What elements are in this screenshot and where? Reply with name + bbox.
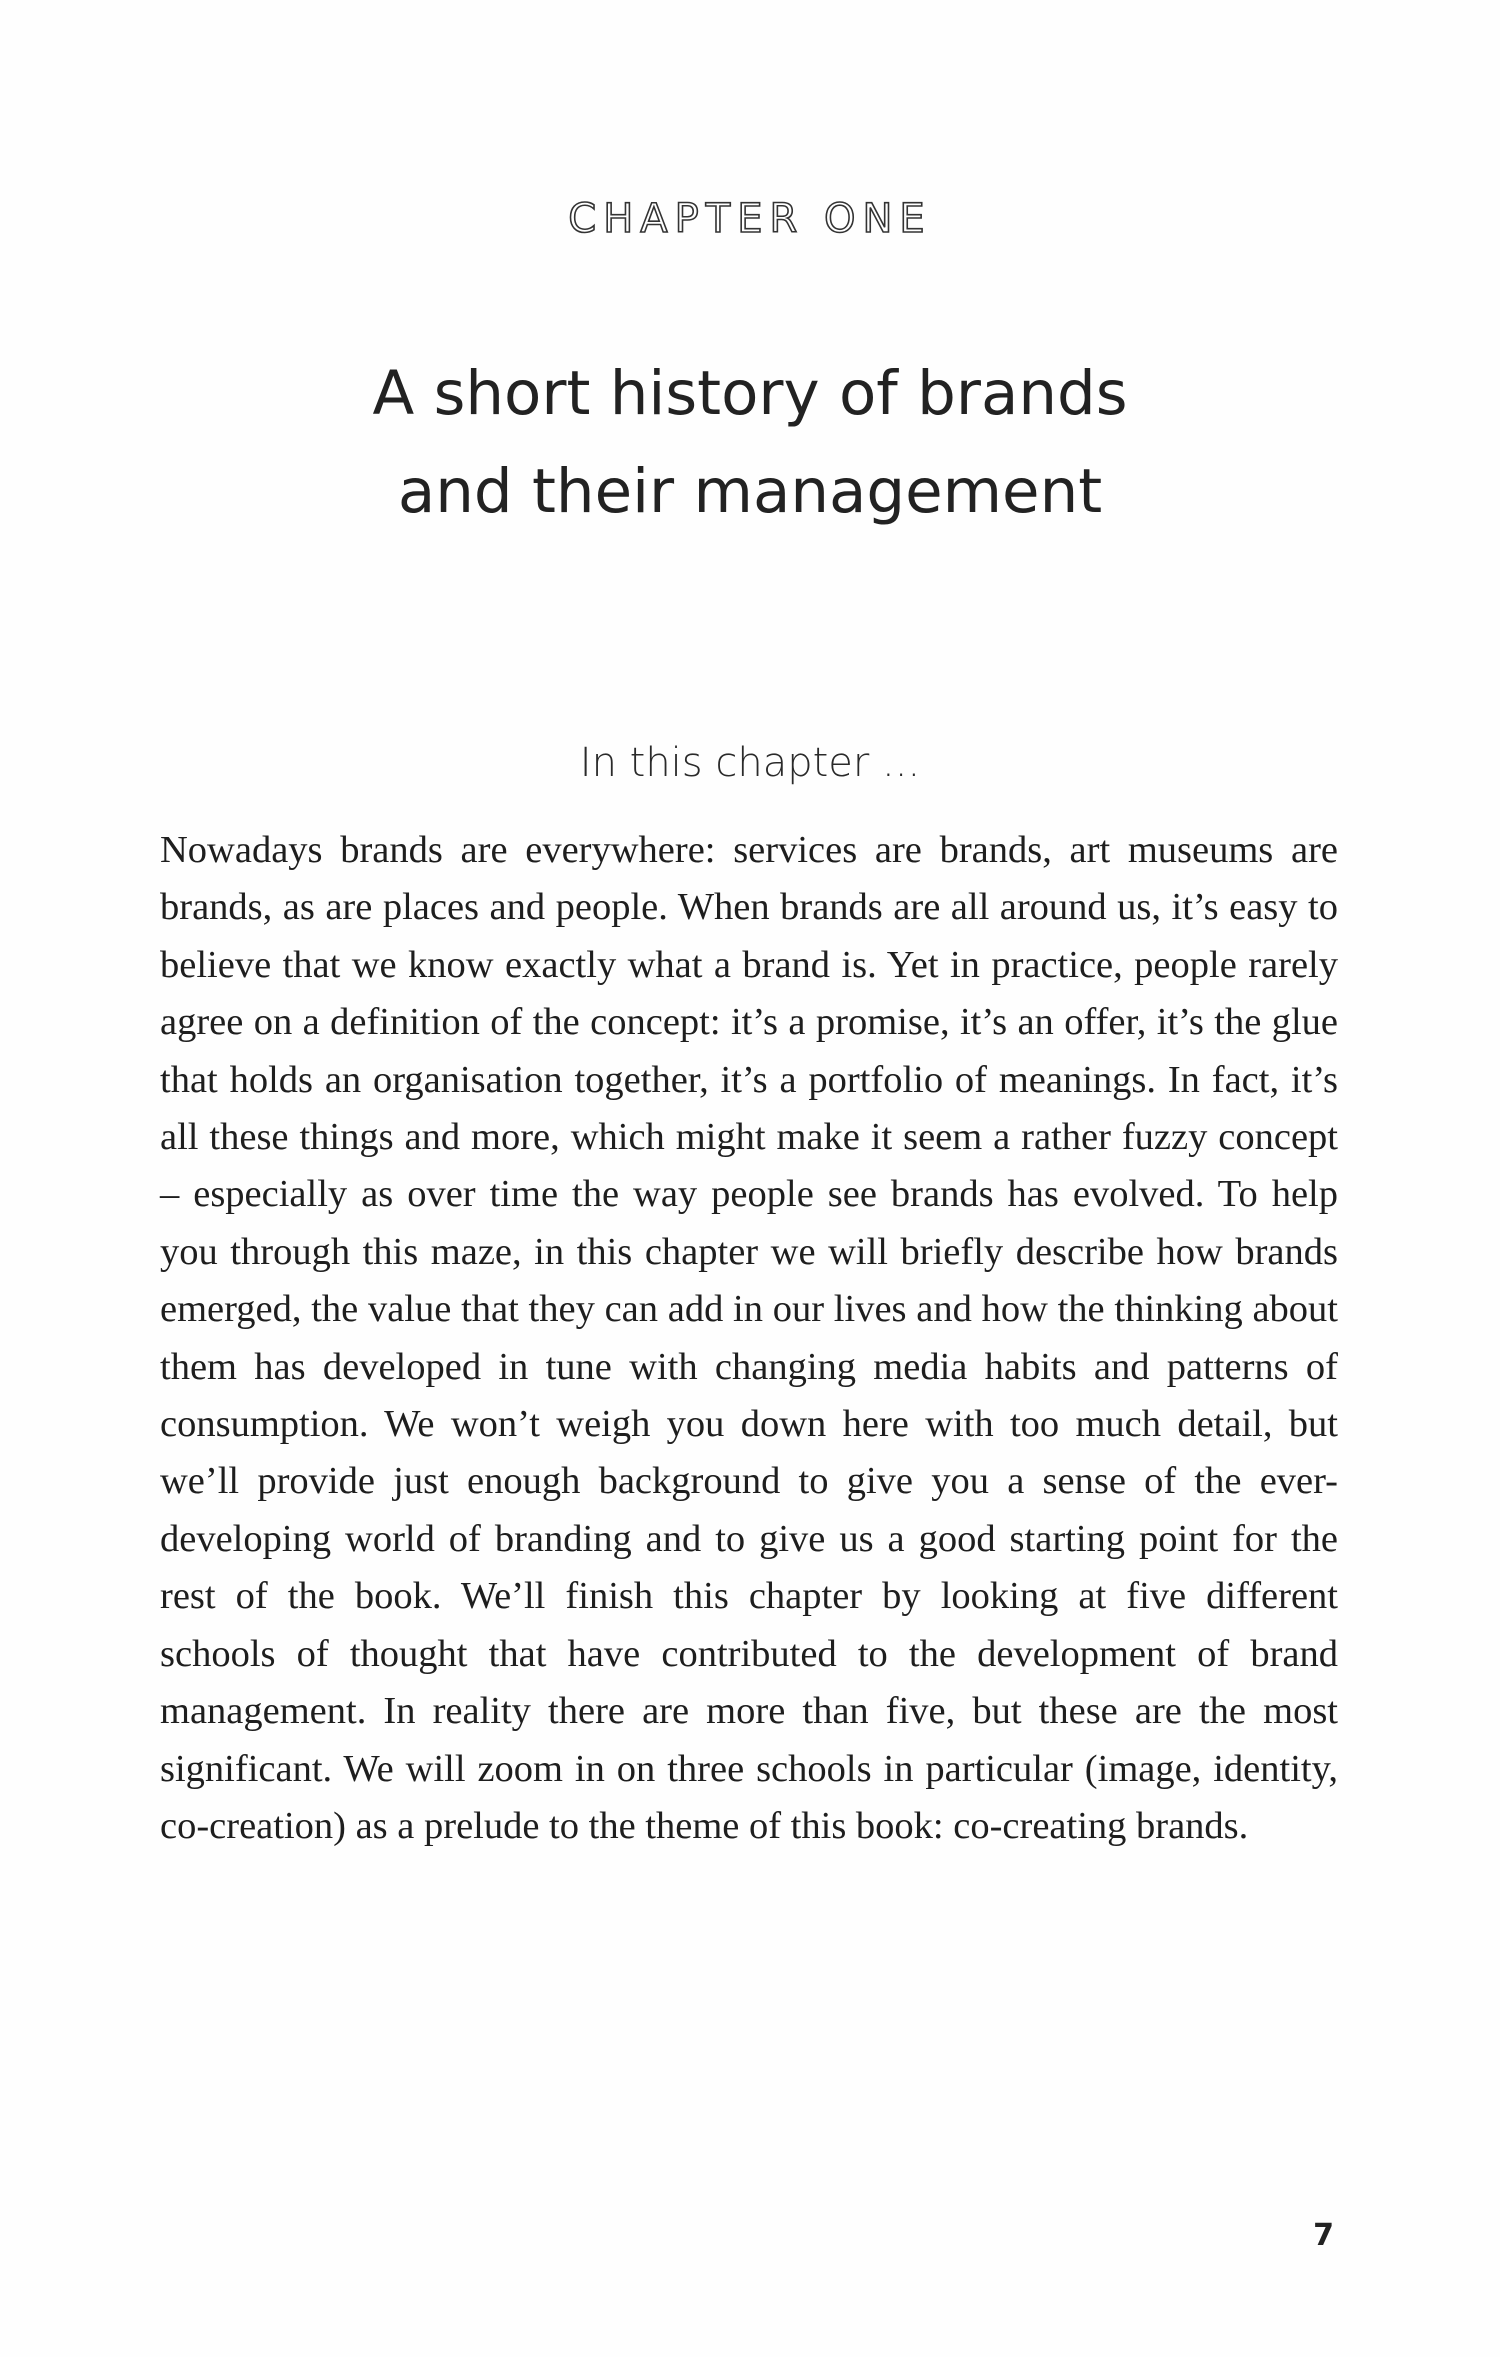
- chapter-label: CHAPTER ONE: [568, 196, 932, 242]
- chapter-title-line-1: A short history of brands: [372, 358, 1128, 429]
- section-heading: In this chapter ...: [579, 740, 921, 786]
- chapter-title-line-2: and their management: [397, 456, 1103, 527]
- page-number: 7: [1313, 2218, 1334, 2253]
- body-paragraph: Nowadays brands are everywhere: services are brands, art museums are brands, as are places and people. When brands are all around us, it’s easy to believe that we know exactly what a brand is. Yet in practice, people rarely agree on a definition of the concept: it’s a promise, it’s an offer, it’s the glue that holds an organisation together, it’s a portfolio of meanings. In fact, it’s all these things and more, which might make it seem a rather fuzzy concept – especially as over time the way people see brands has evolved. To help you through this maze, in this chapter we will briefly describe how brands emerged, the value that they can add in our lives and how the thinking about them has developed in tune with changing media habits and patterns of consumption. We won’t weigh you down here with too much detail, but we’ll provide just enough background to give you a sense of the ever-developing world of branding and to give us a good starting point for the rest of the book. We’ll finish this chapter by looking at five different schools of thought that have contributed to the development of brand management. In reality there are more than five, but these are the most significant. We will zoom in on three schools in particular (image, identity, co-creation) as a prelude to the theme of this book: co-creating brands.: [160, 829, 1338, 1847]
- chapter-title: [0, 345, 1500, 541]
